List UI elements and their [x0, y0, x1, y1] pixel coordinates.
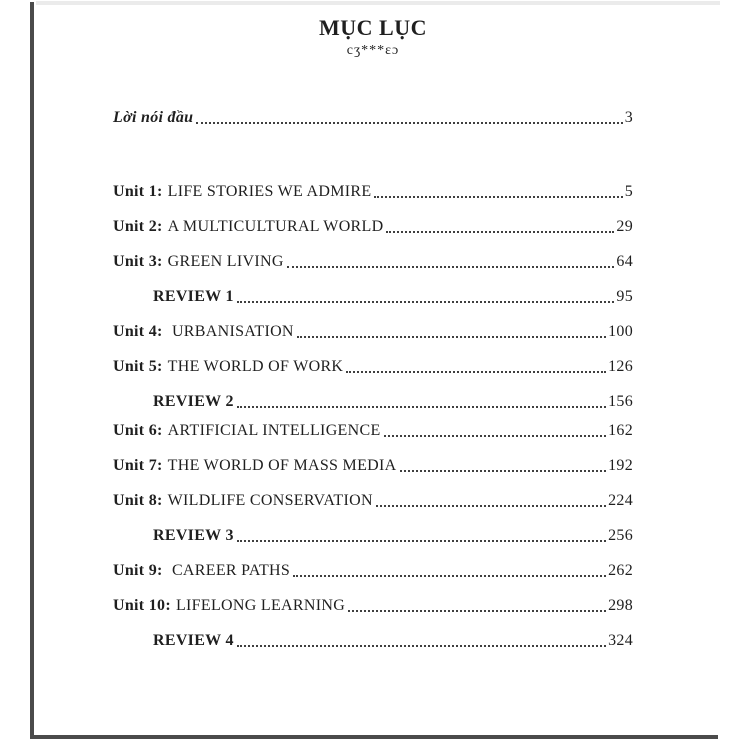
entry-title: URBANISATION: [167, 323, 294, 340]
preface-label: Lời nói đầu: [113, 109, 194, 126]
toc-content: [113, 0, 633, 650]
page-number: 100: [608, 323, 633, 340]
toc-entry: [113, 357, 633, 376]
page-number: 95: [616, 288, 633, 305]
toc-entry: [113, 456, 633, 475]
dot-leader: [237, 540, 606, 542]
entry-title: A MULTICULTURAL WORLD: [167, 218, 384, 235]
toc-entry: [113, 561, 633, 580]
entry-prefix: Unit 3:: [113, 253, 163, 270]
entry-prefix: Unit 7:: [113, 457, 163, 474]
entry-title: ARTIFICIAL INTELLIGENCE: [167, 422, 381, 439]
dot-leader: [386, 231, 614, 233]
entry-prefix: Unit 1:: [113, 183, 163, 200]
toc-entry: [113, 287, 633, 306]
dot-leader: [287, 266, 615, 268]
page-number: 256: [608, 527, 633, 544]
page-number: 29: [616, 218, 633, 235]
entry-title: THE WORLD OF WORK: [167, 358, 344, 375]
entry-title: GREEN LIVING: [167, 253, 284, 270]
page-number: 5: [624, 183, 633, 200]
page-number: 162: [608, 422, 633, 439]
page-number: 192: [608, 457, 633, 474]
toc-entry: [113, 392, 633, 411]
toc-entry: [113, 252, 633, 271]
page-number: 156: [608, 393, 633, 410]
page-number: 3: [624, 109, 633, 126]
page-left-edge-line: [30, 2, 34, 739]
dot-leader: [348, 610, 606, 612]
page-number: 262: [608, 562, 633, 579]
entry-title: THE WORLD OF MASS MEDIA: [167, 457, 397, 474]
entry-prefix: Unit 10:: [113, 597, 171, 614]
dot-leader: [374, 196, 622, 198]
entry-title: WILDLIFE CONSERVATION: [167, 492, 373, 509]
dot-leader: [237, 301, 615, 303]
dot-leader: [297, 336, 606, 338]
toc-entry: [113, 217, 633, 236]
dot-leader: [346, 371, 606, 373]
page-number: 324: [608, 632, 633, 649]
dot-leader: [400, 470, 607, 472]
entry-prefix: Unit 6:: [113, 422, 163, 439]
entry-prefix: Unit 8:: [113, 492, 163, 509]
toc-entry: [113, 421, 633, 440]
preface-row: [113, 108, 633, 127]
toc-entry: [113, 526, 633, 545]
page-number: 224: [608, 492, 633, 509]
entry-prefix: Unit 5:: [113, 358, 163, 375]
entry-title: CAREER PATHS: [167, 562, 291, 579]
toc-entry: [113, 631, 633, 650]
dot-leader: [293, 575, 606, 577]
page-number: 64: [616, 253, 633, 270]
entry-prefix: Unit 9:: [113, 562, 163, 579]
dot-leader: [237, 406, 606, 408]
toc-list: [113, 182, 633, 650]
toc-entry: [113, 596, 633, 615]
dot-leader: [384, 435, 607, 437]
entry-title: REVIEW 4: [153, 632, 234, 649]
page-bottom-edge-line: [30, 735, 718, 739]
page-title: MỤC LỤC: [319, 15, 427, 40]
entry-title: LIFELONG LEARNING: [175, 597, 346, 614]
entry-title: LIFE STORIES WE ADMIRE: [167, 183, 372, 200]
entry-title: REVIEW 3: [153, 527, 234, 544]
page-number: 298: [608, 597, 633, 614]
entry-title: REVIEW 1: [153, 288, 234, 305]
toc-entry: [113, 182, 633, 201]
entry-title: REVIEW 2: [153, 393, 234, 410]
page-number: 126: [608, 358, 633, 375]
entry-prefix: Unit 2:: [113, 218, 163, 235]
dot-leader: [376, 505, 606, 507]
toc-entry: [113, 322, 633, 341]
toc-entry: [113, 491, 633, 510]
title-ornament: cʒ***ɛɔ: [346, 43, 400, 58]
dot-leader: [237, 645, 606, 647]
dot-leader: [196, 122, 622, 124]
entry-prefix: Unit 4:: [113, 323, 163, 340]
